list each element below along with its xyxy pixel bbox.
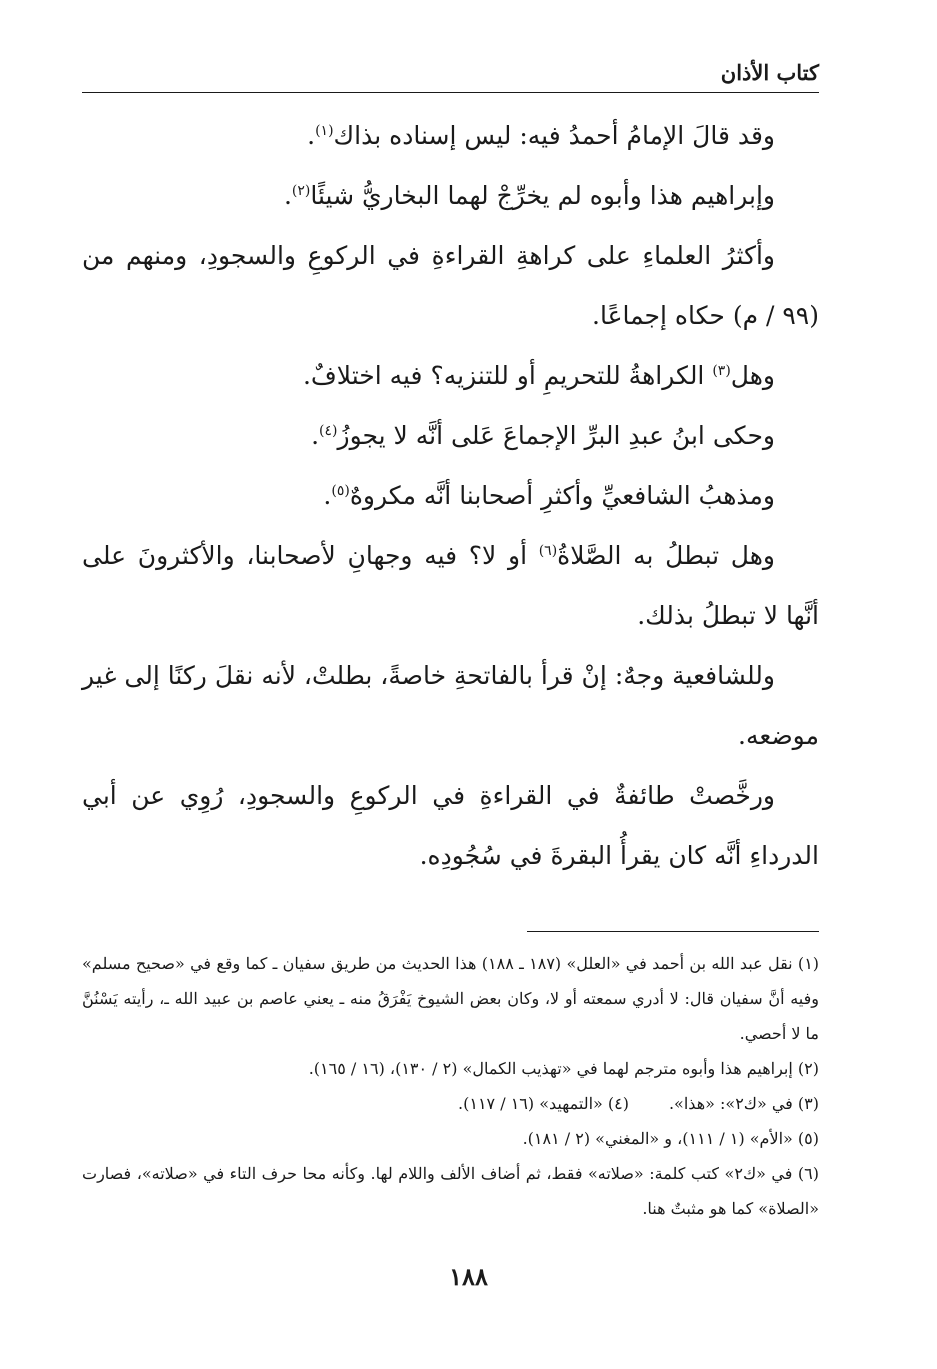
footnote-1: (١) نقل عبد الله بن أحمد في «العلل» (١٨٧ ـ ١٨٨) هذا الحديث من طريق سفيان ـ كما وقع في «صحيح مسلم» وفيه أنَّ سفيان قال: لا أدري سمعته أو لا، وكان بعض الشيوخ يَفْرَقُ منه ـ يعني عاصم بن عبيد الله ـ، رأيته يَسْنُنَّ ما لا أحصي.	[82, 954, 820, 1043]
page-number: ١٨٨	[449, 1262, 488, 1291]
footnote-separator	[527, 931, 819, 932]
paragraph-2: وإبراهيم هذا وأبوه لم يخرِّجْ لهما البخاريُّ شيئًا$^{(٢)}$.	[283, 181, 775, 210]
footnote-4: (٤) «التمهيد» (١٦ / ١١٧).	[458, 1094, 629, 1113]
paragraph-8: وللشافعية وجهٌ: إنْ قرأ بالفاتحةِ خاصةً، بطلتْ، لأنه نقلَ ركنًا إلى غير موضعه.	[82, 661, 819, 750]
paragraph-6: ومذهبُ الشافعيِّ وأكثرِ أصحابنا أنَّه مكروهٌ$^{(٥)}$.	[323, 481, 775, 510]
footnote-ref-1: (١)	[315, 123, 334, 139]
footnotes	[82, 946, 819, 1226]
running-title: كتاب الأذان	[720, 60, 819, 85]
footnote-6: (٦) في «ك٢» كتب كلمة: «صلاته» فقط، ثم أضاف الألف واللام لها. وكأنه محا حرف التاء في «صلاته»، فصارت «الصلاة» كما هو مثبتٌ هنا.	[82, 1164, 820, 1218]
paragraph-3: وأكثرُ العلماءِ على كراهةِ القراءةِ في الركوعِ والسجودِ، ومنهم من (٩٩ / م) حكاه إجماعًا.	[82, 241, 819, 330]
footnote-5: (٥) «الأم» (١ / ١١١)، و «المغني» (٢ / ١٨١).	[522, 1129, 819, 1148]
footnote-2: (٢) إبراهيم هذا وأبوه مترجم لهما في «تهذيب الكمال» (٢ / ١٣٠)، (١٦ / ١٦٥).	[308, 1059, 819, 1078]
footnote-3: (٣) في «ك٢»: «هذا».	[668, 1094, 819, 1113]
footnote-ref-4: (٤)	[319, 423, 338, 439]
paragraph-5: وحكى ابنُ عبدِ البرِّ الإجماعَ عَلى أنَّه لا يجوزُ$^{(٤)}$.	[311, 421, 775, 450]
footnote-ref-5: (٥)	[331, 483, 350, 499]
header-rule	[82, 92, 819, 93]
paragraph-9: ورخَّصتْ طائفةٌ في القراءةِ في الركوعِ والسجودِ، رُوِي عن أبي الدرداءِ أنَّه كان يقرأُ البقرةَ في سُجُودِه.	[82, 781, 819, 870]
footnote-row-3-4	[82, 1086, 819, 1121]
footnote-ref-3: (٣)	[712, 363, 731, 379]
paragraph-4: وهل$^{(٣)}$ الكراهةُ للتحريمِ أو للتنزيه؟ فيه اختلافٌ.	[302, 361, 775, 390]
paragraph-7: وهل تبطلُ به الصَّلاةُ$^{(٦)}$ أو لا؟ فيه وجهانِ لأصحابنا، والأكثرونَ على أنَّها لا تبطلُ بذلك.	[82, 541, 819, 630]
footnote-ref-6: (٦)	[538, 543, 558, 559]
main-text	[82, 106, 819, 886]
paragraph-1: وقد قالَ الإمامُ أحمدُ فيه: ليس إسناده بذاك$^{(١)}$.	[307, 121, 775, 150]
footnote-ref-2: (٢)	[291, 183, 311, 199]
